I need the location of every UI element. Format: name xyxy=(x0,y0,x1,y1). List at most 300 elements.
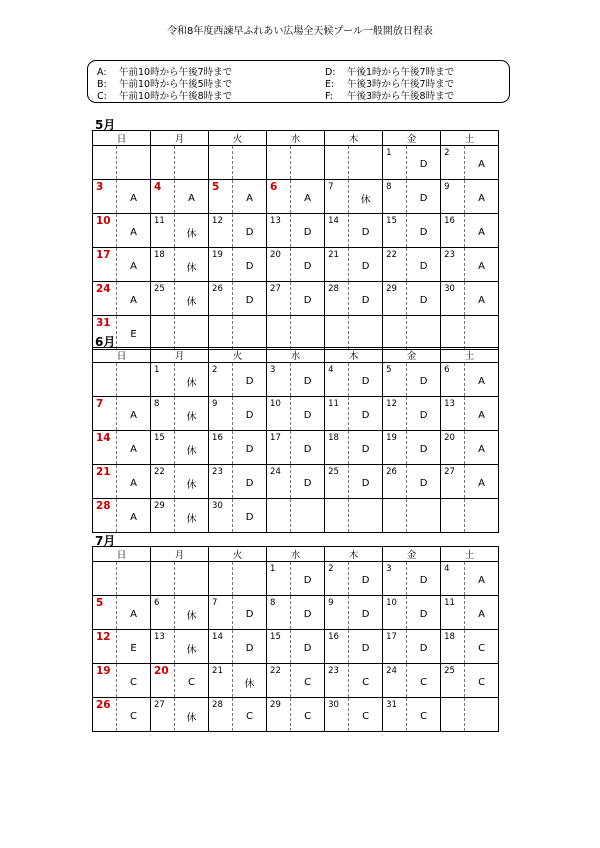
day-number: 24 xyxy=(96,283,111,295)
day-number: 14 xyxy=(212,632,223,642)
day-number-cell xyxy=(151,465,175,499)
legend-code: A: xyxy=(97,67,107,78)
day-number-cell xyxy=(267,698,291,732)
day-number-cell xyxy=(267,316,291,350)
month-calendar-table xyxy=(92,546,499,732)
schedule-code: A xyxy=(465,363,499,397)
day-number: 30 xyxy=(212,501,223,511)
schedule-code: C xyxy=(117,698,151,732)
day-number-cell xyxy=(151,146,175,180)
weekday-header: 金 xyxy=(383,131,441,146)
day-number-cell xyxy=(209,465,233,499)
day-number-cell xyxy=(441,596,465,630)
month-label: 7月 xyxy=(95,534,116,548)
day-number: 13 xyxy=(444,399,455,409)
day-number: 31 xyxy=(96,317,111,329)
schedule-code: D xyxy=(407,465,441,499)
schedule-code: D xyxy=(291,465,325,499)
day-number-cell xyxy=(209,431,233,465)
day-number-cell xyxy=(441,363,465,397)
schedule-code: D xyxy=(291,363,325,397)
schedule-code: D xyxy=(291,596,325,630)
schedule-code: D xyxy=(349,248,383,282)
day-number-cell xyxy=(151,248,175,282)
week-row xyxy=(93,397,499,431)
legend-item-d xyxy=(325,67,454,79)
day-number-cell xyxy=(151,562,175,596)
schedule-code: D xyxy=(407,180,441,214)
schedule-code: D xyxy=(407,248,441,282)
schedule-code: E xyxy=(117,630,151,664)
week-row xyxy=(93,214,499,248)
schedule-code: A xyxy=(465,214,499,248)
schedule-code: 休 xyxy=(175,214,209,248)
schedule-code: 休 xyxy=(175,363,209,397)
day-number-cell xyxy=(209,146,233,180)
day-number-cell xyxy=(383,431,407,465)
week-row xyxy=(93,664,499,698)
day-number: 21 xyxy=(328,250,339,260)
day-number-cell xyxy=(209,664,233,698)
legend-code: E: xyxy=(325,79,335,90)
day-number-cell xyxy=(325,431,349,465)
day-number: 18 xyxy=(154,250,165,260)
day-number-cell xyxy=(325,664,349,698)
day-number-cell xyxy=(441,248,465,282)
legend-item-e xyxy=(325,79,454,91)
day-number-cell xyxy=(209,630,233,664)
schedule-code: A xyxy=(117,499,151,533)
weekday-header-row xyxy=(93,131,499,146)
day-number-cell xyxy=(267,180,291,214)
weekday-header: 木 xyxy=(325,348,383,363)
day-number: 6 xyxy=(444,365,450,375)
schedule-code: D xyxy=(407,562,441,596)
schedule-code: D xyxy=(349,431,383,465)
day-number: 9 xyxy=(444,182,450,192)
day-number: 7 xyxy=(328,182,334,192)
day-number: 15 xyxy=(386,216,397,226)
day-number: 28 xyxy=(96,500,111,512)
day-number-cell xyxy=(325,180,349,214)
week-row xyxy=(93,596,499,630)
schedule-code: D xyxy=(233,282,267,316)
month-label: 5月 xyxy=(95,118,116,132)
day-number: 29 xyxy=(386,284,397,294)
day-number-cell xyxy=(267,248,291,282)
schedule-code: 休 xyxy=(175,499,209,533)
schedule-code: D xyxy=(291,248,325,282)
legend-text: 午前10時から午後8時まで xyxy=(119,91,233,102)
schedule-code: 休 xyxy=(175,431,209,465)
day-number: 15 xyxy=(154,433,165,443)
day-number-cell xyxy=(325,698,349,732)
day-number: 9 xyxy=(328,598,334,608)
day-number: 14 xyxy=(328,216,339,226)
day-number-cell xyxy=(151,596,175,630)
day-number-cell xyxy=(325,282,349,316)
day-number-cell xyxy=(93,363,117,397)
week-row xyxy=(93,698,499,732)
day-number-cell xyxy=(383,664,407,698)
day-number: 19 xyxy=(96,665,111,677)
weekday-header: 水 xyxy=(267,348,325,363)
schedule-code: D xyxy=(233,499,267,533)
day-number-cell xyxy=(209,363,233,397)
day-number-cell xyxy=(383,630,407,664)
day-number-cell xyxy=(325,630,349,664)
day-number-cell xyxy=(209,698,233,732)
weekday-header: 日 xyxy=(93,348,151,363)
day-number: 24 xyxy=(270,467,281,477)
day-number: 25 xyxy=(154,284,165,294)
day-number: 3 xyxy=(270,365,276,375)
schedule-code: A xyxy=(291,180,325,214)
day-number: 16 xyxy=(212,433,223,443)
day-number-cell xyxy=(267,146,291,180)
schedule-code xyxy=(291,499,325,533)
day-number: 23 xyxy=(444,250,455,260)
day-number: 1 xyxy=(154,365,160,375)
schedule-code xyxy=(349,316,383,350)
day-number: 28 xyxy=(212,700,223,710)
schedule-code: 休 xyxy=(233,664,267,698)
day-number-cell xyxy=(93,282,117,316)
day-number-cell xyxy=(383,248,407,282)
schedule-code: D xyxy=(349,363,383,397)
schedule-code: D xyxy=(233,431,267,465)
day-number: 30 xyxy=(444,284,455,294)
schedule-code: D xyxy=(349,630,383,664)
weekday-header: 日 xyxy=(93,547,151,562)
day-number: 12 xyxy=(96,631,111,643)
day-number-cell xyxy=(93,499,117,533)
weekday-header: 火 xyxy=(209,547,267,562)
day-number: 18 xyxy=(328,433,339,443)
week-row xyxy=(93,282,499,316)
day-number: 19 xyxy=(212,250,223,260)
day-number: 2 xyxy=(212,365,218,375)
schedule-code: A xyxy=(117,282,151,316)
day-number: 23 xyxy=(328,666,339,676)
day-number-cell xyxy=(93,562,117,596)
day-number-cell xyxy=(267,282,291,316)
day-number: 1 xyxy=(386,148,392,158)
schedule-code: C xyxy=(175,664,209,698)
day-number-cell xyxy=(383,363,407,397)
weekday-header: 金 xyxy=(383,547,441,562)
day-number-cell xyxy=(151,630,175,664)
day-number-cell xyxy=(441,664,465,698)
legend-column-right xyxy=(325,67,454,103)
legend-code: F: xyxy=(325,91,333,102)
day-number-cell xyxy=(383,465,407,499)
week-row xyxy=(93,180,499,214)
schedule-code: D xyxy=(291,282,325,316)
week-row xyxy=(93,363,499,397)
schedule-code: D xyxy=(349,465,383,499)
day-number-cell xyxy=(325,214,349,248)
day-number: 22 xyxy=(154,467,165,477)
day-number-cell xyxy=(151,499,175,533)
schedule-code: C xyxy=(291,664,325,698)
day-number: 7 xyxy=(212,598,218,608)
weekday-header: 火 xyxy=(209,348,267,363)
schedule-code xyxy=(175,562,209,596)
day-number-cell xyxy=(441,698,465,732)
day-number: 5 xyxy=(96,597,104,609)
schedule-code: 休 xyxy=(175,248,209,282)
schedule-code: A xyxy=(117,248,151,282)
legend-text: 午後3時から午後7時まで xyxy=(347,79,455,90)
day-number: 5 xyxy=(386,365,392,375)
day-number-cell xyxy=(209,282,233,316)
weekday-header: 火 xyxy=(209,131,267,146)
day-number-cell xyxy=(93,465,117,499)
schedule-code: D xyxy=(407,630,441,664)
schedule-code: A xyxy=(465,146,499,180)
day-number-cell xyxy=(383,180,407,214)
day-number-cell xyxy=(267,596,291,630)
day-number: 10 xyxy=(270,399,281,409)
day-number-cell xyxy=(93,214,117,248)
day-number: 20 xyxy=(154,665,169,677)
day-number-cell xyxy=(383,562,407,596)
day-number: 16 xyxy=(444,216,455,226)
day-number: 28 xyxy=(328,284,339,294)
schedule-code xyxy=(465,698,499,732)
day-number-cell xyxy=(383,316,407,350)
day-number-cell xyxy=(441,397,465,431)
legend-item-a xyxy=(97,67,232,79)
day-number: 29 xyxy=(270,700,281,710)
day-number-cell xyxy=(267,431,291,465)
schedule-code: 休 xyxy=(175,698,209,732)
schedule-code: A xyxy=(465,465,499,499)
schedule-code: A xyxy=(117,465,151,499)
weekday-header: 木 xyxy=(325,131,383,146)
schedule-code: D xyxy=(349,282,383,316)
legend-item-b xyxy=(97,79,232,91)
day-number: 6 xyxy=(154,598,160,608)
schedule-code xyxy=(117,562,151,596)
schedule-code: D xyxy=(291,630,325,664)
schedule-code: 休 xyxy=(349,180,383,214)
day-number-cell xyxy=(151,431,175,465)
schedule-code: 休 xyxy=(175,465,209,499)
schedule-legend xyxy=(87,60,510,103)
schedule-code: D xyxy=(291,562,325,596)
schedule-code: D xyxy=(233,596,267,630)
day-number-cell xyxy=(93,248,117,282)
schedule-code: A xyxy=(465,248,499,282)
schedule-code: A xyxy=(117,214,151,248)
day-number: 29 xyxy=(154,501,165,511)
day-number: 16 xyxy=(328,632,339,642)
legend-code: C: xyxy=(97,91,107,102)
day-number: 10 xyxy=(386,598,397,608)
day-number-cell xyxy=(441,562,465,596)
schedule-code: D xyxy=(407,282,441,316)
schedule-code: A xyxy=(117,180,151,214)
legend-text: 午後3時から午後8時まで xyxy=(347,91,455,102)
day-number: 27 xyxy=(154,700,165,710)
day-number-cell xyxy=(325,596,349,630)
week-row xyxy=(93,248,499,282)
day-number-cell xyxy=(325,499,349,533)
day-number: 4 xyxy=(328,365,334,375)
schedule-code: C xyxy=(407,664,441,698)
day-number: 26 xyxy=(96,699,111,711)
day-number: 17 xyxy=(386,632,397,642)
legend-text: 午前10時から午後7時まで xyxy=(119,67,233,78)
schedule-code: D xyxy=(349,214,383,248)
day-number-cell xyxy=(93,397,117,431)
day-number: 8 xyxy=(154,399,160,409)
day-number: 5 xyxy=(212,181,220,193)
weekday-header: 月 xyxy=(151,547,209,562)
day-number-cell xyxy=(151,214,175,248)
day-number-cell xyxy=(151,698,175,732)
day-number: 3 xyxy=(386,564,392,574)
day-number-cell xyxy=(441,630,465,664)
schedule-code xyxy=(349,146,383,180)
schedule-code: A xyxy=(465,431,499,465)
day-number: 13 xyxy=(270,216,281,226)
schedule-code: A xyxy=(117,431,151,465)
day-number-cell xyxy=(267,214,291,248)
schedule-code: A xyxy=(233,180,267,214)
schedule-code: 休 xyxy=(175,397,209,431)
day-number: 12 xyxy=(212,216,223,226)
day-number-cell xyxy=(93,630,117,664)
legend-item-c xyxy=(97,91,232,103)
schedule-code: D xyxy=(233,363,267,397)
legend-column-left xyxy=(97,67,232,103)
day-number: 7 xyxy=(96,398,104,410)
day-number: 25 xyxy=(328,467,339,477)
day-number: 15 xyxy=(270,632,281,642)
day-number: 26 xyxy=(386,467,397,477)
weekday-header: 日 xyxy=(93,131,151,146)
weekday-header-row xyxy=(93,547,499,562)
schedule-code xyxy=(291,316,325,350)
day-number-cell xyxy=(325,146,349,180)
day-number: 17 xyxy=(270,433,281,443)
weekday-header: 土 xyxy=(441,348,499,363)
schedule-code xyxy=(349,499,383,533)
day-number-cell xyxy=(93,698,117,732)
day-number-cell xyxy=(383,282,407,316)
day-number: 11 xyxy=(154,216,165,226)
schedule-code: A xyxy=(175,180,209,214)
day-number-cell xyxy=(383,146,407,180)
day-number: 10 xyxy=(96,215,111,227)
day-number: 14 xyxy=(96,432,111,444)
week-row xyxy=(93,630,499,664)
schedule-code: D xyxy=(233,630,267,664)
day-number: 8 xyxy=(386,182,392,192)
day-number-cell xyxy=(267,630,291,664)
day-number: 27 xyxy=(270,284,281,294)
weekday-header: 土 xyxy=(441,547,499,562)
day-number-cell xyxy=(383,499,407,533)
schedule-code: A xyxy=(465,397,499,431)
legend-text: 午前10時から午後5時まで xyxy=(119,79,233,90)
legend-code: D: xyxy=(325,67,336,78)
day-number-cell xyxy=(267,363,291,397)
schedule-code: A xyxy=(465,282,499,316)
schedule-code xyxy=(407,499,441,533)
schedule-code xyxy=(407,316,441,350)
day-number-cell xyxy=(267,465,291,499)
weekday-header: 木 xyxy=(325,547,383,562)
legend-text: 午後1時から午後7時まで xyxy=(347,67,455,78)
schedule-code: A xyxy=(117,397,151,431)
schedule-code: D xyxy=(233,214,267,248)
day-number-cell xyxy=(151,664,175,698)
day-number-cell xyxy=(209,248,233,282)
day-number-cell xyxy=(383,214,407,248)
day-number-cell xyxy=(209,397,233,431)
week-row xyxy=(93,431,499,465)
schedule-code: D xyxy=(407,363,441,397)
month-label: 6月 xyxy=(95,335,116,349)
day-number: 31 xyxy=(386,700,397,710)
weekday-header: 月 xyxy=(151,348,209,363)
schedule-code: C xyxy=(349,664,383,698)
week-row xyxy=(93,316,499,350)
weekday-header: 金 xyxy=(383,348,441,363)
day-number: 4 xyxy=(444,564,450,574)
day-number-cell xyxy=(151,397,175,431)
schedule-code: A xyxy=(465,562,499,596)
month-calendar-table xyxy=(92,130,499,350)
schedule-code: D xyxy=(233,465,267,499)
day-number: 1 xyxy=(270,564,276,574)
day-number-cell xyxy=(441,316,465,350)
schedule-code xyxy=(233,146,267,180)
day-number-cell xyxy=(209,180,233,214)
day-number-cell xyxy=(209,596,233,630)
day-number-cell xyxy=(441,282,465,316)
day-number-cell xyxy=(383,698,407,732)
schedule-code: 休 xyxy=(175,630,209,664)
day-number-cell xyxy=(267,562,291,596)
day-number: 18 xyxy=(444,632,455,642)
schedule-code xyxy=(175,316,209,350)
day-number: 27 xyxy=(444,467,455,477)
schedule-code xyxy=(465,316,499,350)
schedule-code: C xyxy=(291,698,325,732)
day-number-cell xyxy=(209,316,233,350)
schedule-code: C xyxy=(117,664,151,698)
schedule-code: C xyxy=(465,630,499,664)
day-number: 2 xyxy=(444,148,450,158)
schedule-code: D xyxy=(407,214,441,248)
day-number: 4 xyxy=(154,181,162,193)
schedule-code: C xyxy=(349,698,383,732)
schedule-code: D xyxy=(407,596,441,630)
schedule-code: D xyxy=(233,248,267,282)
schedule-code xyxy=(175,146,209,180)
day-number: 13 xyxy=(154,632,165,642)
day-number: 8 xyxy=(270,598,276,608)
day-number-cell xyxy=(325,562,349,596)
day-number-cell xyxy=(325,363,349,397)
day-number: 20 xyxy=(444,433,455,443)
schedule-code xyxy=(291,146,325,180)
